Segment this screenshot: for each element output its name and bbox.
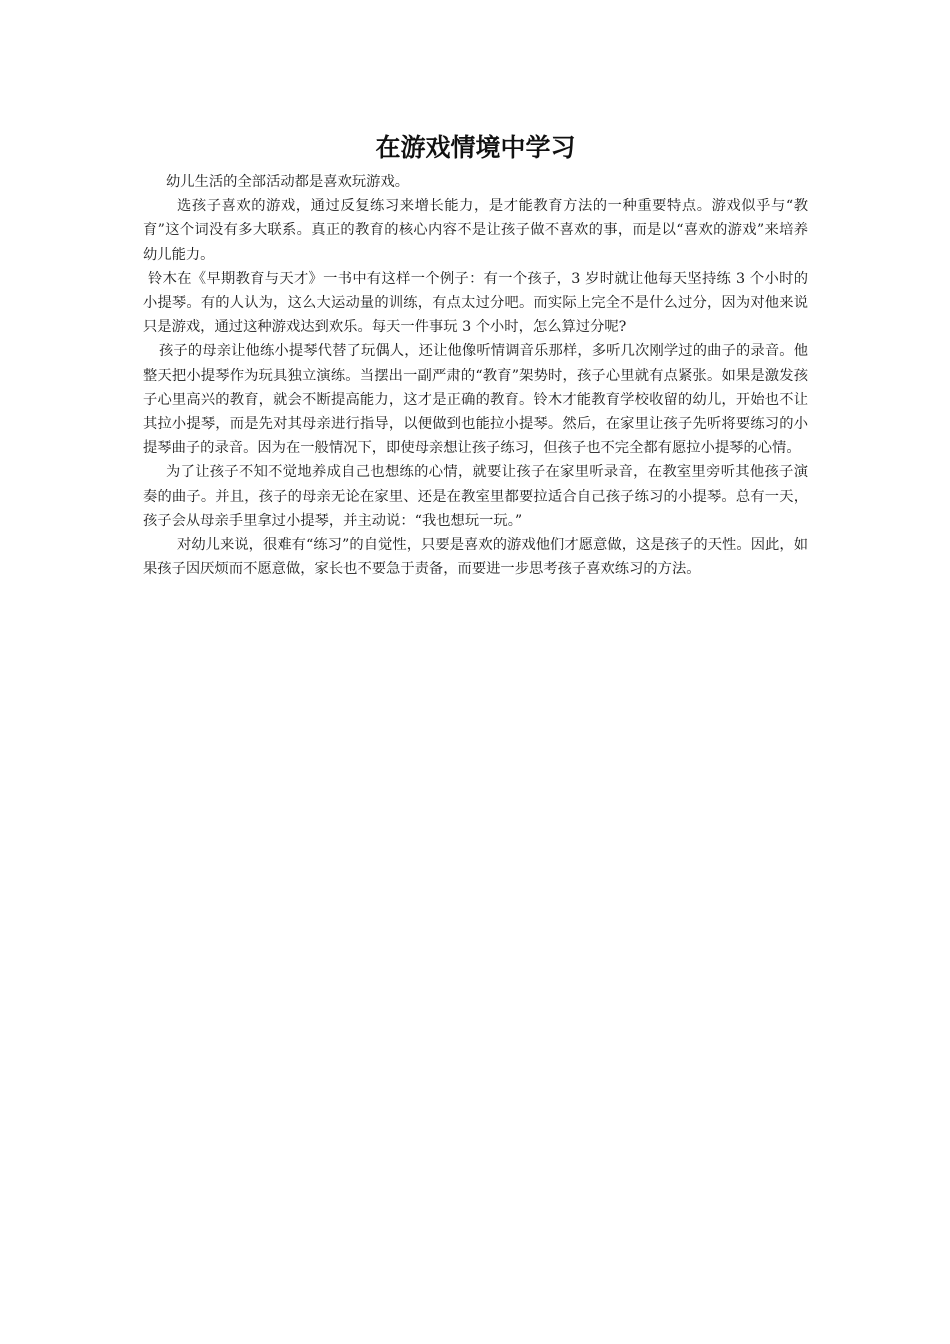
paragraph-1: 幼儿生活的全部活动都是喜欢玩游戏。 bbox=[166, 174, 410, 190]
paragraph-5: 为了让孩子不知不觉地养成自己也想练的心情，就要让孩子在家里听录音，在教室里旁听其他孩子演奏的曲子。并且，孩子的母亲无论在家里、还是在教室里都要拉适合自己孩子练习的小提琴。总有一天，孩子会从母亲手里拿过小提琴，并主动说：“我也想玩一玩。” bbox=[143, 464, 808, 529]
paragraph-6: 对幼儿来说，很难有“练习”的自觉性，只要是喜欢的游戏他们才愿意做，这是孩子的天性。因此，如果孩子因厌烦而不愿意做，家长也不要急于责备，而要进一步思考孩子喜欢练习的方法。 bbox=[143, 537, 808, 578]
paragraph-3: 铃木在《早期教育与天才》一书中有这样一个例子：有一个孩子，3 岁时就让他每天坚持练 3 个小时的小提琴。有的人认为，这么大运动量的训练，有点太过分吧。而实际上完全不是什么过分，因为对他来说只是游戏，通过这种游戏达到欢乐。每天一件事玩 3 个小时，怎么算过分呢? bbox=[143, 270, 808, 336]
paragraph-2: 选孩子喜欢的游戏，通过反复练习来增长能力，是才能教育方法的一种重要特点。游戏似乎与“教育”这个词没有多大联系。真正的教育的核心内容不是让孩子做不喜欢的事，而是以“喜欢的游戏”来培养幼儿能力。 bbox=[143, 198, 808, 263]
paragraph-4: 孩子的母亲让他练小提琴代替了玩偶人，还让他像听情调音乐那样，多听几次刚学过的曲子的录音。他整天把小提琴作为玩具独立演练。当摆出一副严肃的“教育”架势时，孩子心里就有点紧张。如果是激发孩子心里高兴的教育，就会不断提高能力，这才是正确的教育。铃木才能教育学校收留的幼儿，开始也不让其拉小提琴，而是先对其母亲进行指导，以便做到也能拉小提琴。然后，在家里让孩子先听将要练习的小提琴曲子的录音。因为在一般情况下，即使母亲想让孩子练习，但孩子也不完全都有愿拉小提琴的心情。 bbox=[143, 343, 808, 457]
document-page bbox=[143, 128, 808, 581]
document-title: 在游戏情境中学习 bbox=[375, 133, 576, 162]
